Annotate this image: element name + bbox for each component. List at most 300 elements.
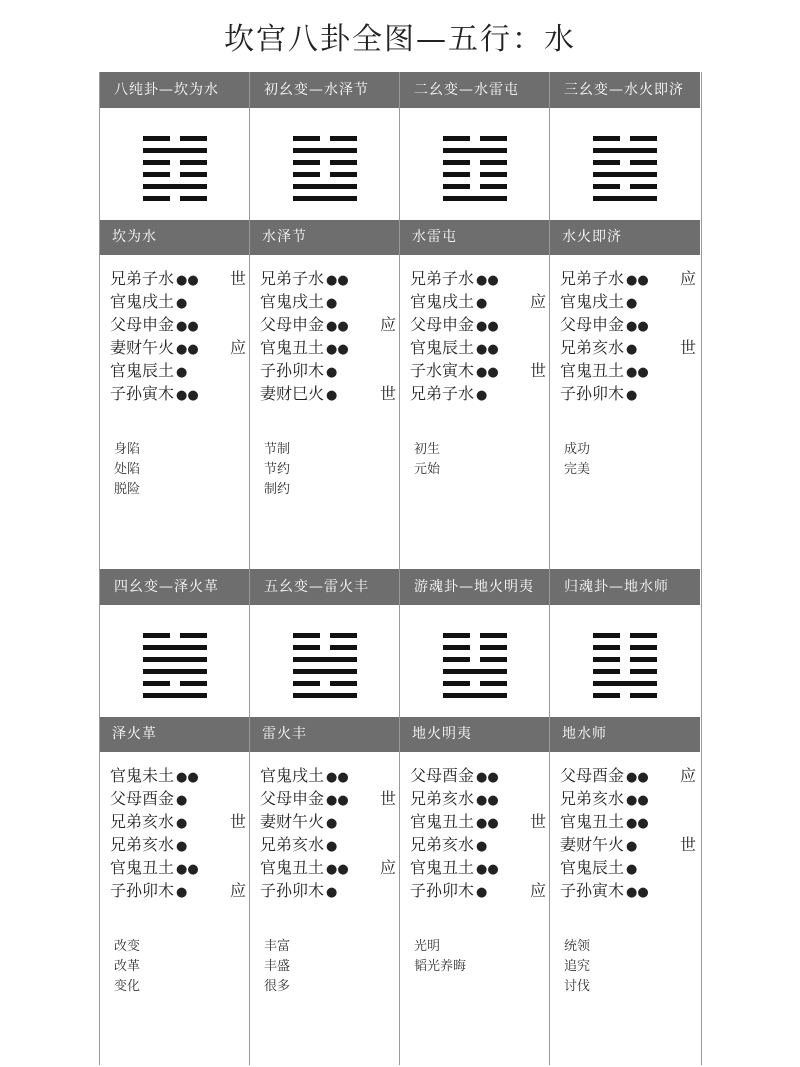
yang-line-bar [143, 148, 207, 153]
hexagram-line [593, 657, 657, 662]
hexagram-line [293, 184, 357, 189]
note-item: 改变 [114, 939, 141, 954]
hexagram-line [443, 633, 507, 638]
hexagram-notes [414, 440, 440, 480]
yao-dots: ●● [326, 770, 349, 785]
yao-marker: 应 [229, 881, 246, 900]
note-item: 节约 [264, 462, 291, 477]
hexagram-line [443, 184, 507, 189]
yao-text: 官鬼戌土 [410, 292, 475, 311]
yao-dots: ● [176, 793, 188, 808]
hexagram-line [593, 633, 657, 638]
yin-line-bar [630, 160, 657, 165]
yao-line [410, 313, 548, 336]
yao-dots: ●● [176, 770, 199, 785]
hexagram-name: 坎为水 [100, 220, 249, 255]
yao-text: 父母酉金 [110, 789, 175, 808]
yao-text: 子孙卯木 [260, 881, 325, 900]
yao-line [260, 359, 398, 382]
yin-line-bar [443, 172, 470, 177]
hexagram-header: 二幺变—水雷屯 [400, 72, 549, 108]
yao-line [410, 336, 548, 359]
yin-line-bar [293, 645, 320, 650]
yin-line-bar [143, 196, 170, 201]
hexagram-symbol [250, 605, 399, 717]
yao-list [560, 267, 698, 405]
note-item: 脱险 [114, 482, 141, 497]
hexagram-card [400, 72, 550, 569]
yao-dots: ●● [326, 342, 349, 357]
yin-line-bar [630, 633, 657, 638]
hexagram-line [443, 148, 507, 153]
hexagram-line [293, 196, 357, 201]
yin-line-bar [143, 633, 170, 638]
yao-dots: ● [176, 885, 188, 900]
yao-line [410, 833, 548, 856]
yao-text: 官鬼丑土 [260, 858, 325, 877]
hexagram-name: 雷火丰 [250, 717, 399, 752]
note-item: 丰盛 [264, 959, 291, 974]
hexagram-notes [564, 440, 590, 480]
yao-line [410, 810, 548, 833]
hexagram-card [550, 72, 700, 569]
yin-line-bar [480, 657, 507, 662]
yin-line-bar [143, 136, 170, 141]
yao-line [260, 382, 398, 405]
yao-text: 兄弟亥水 [560, 338, 625, 357]
yin-line-bar [293, 136, 320, 141]
yao-text: 兄弟子水 [410, 269, 475, 288]
yao-line [560, 336, 698, 359]
yin-line-bar [480, 160, 507, 165]
yin-line-bar [630, 136, 657, 141]
hexagram-line [143, 693, 207, 698]
yao-dots: ● [476, 885, 488, 900]
yin-line-bar [143, 160, 170, 165]
hexagram-line [143, 136, 207, 141]
yao-text: 妻财巳火 [260, 384, 325, 403]
hexagram-card [100, 569, 250, 1065]
yao-text: 兄弟亥水 [410, 789, 475, 808]
hexagram-card [400, 569, 550, 1065]
yao-marker: 应 [379, 315, 396, 334]
yao-text: 父母申金 [410, 315, 475, 334]
hexagram-symbol [550, 108, 700, 220]
note-item: 身陷 [114, 442, 141, 457]
hexagram-notes [564, 937, 590, 997]
yao-marker: 世 [529, 361, 546, 380]
yin-line-bar [330, 645, 357, 650]
hexagram-line [143, 657, 207, 662]
yao-dots: ● [326, 388, 338, 403]
yin-line-bar [480, 172, 507, 177]
yao-text: 子孙寅木 [110, 384, 175, 403]
yao-text: 父母申金 [260, 789, 325, 808]
hexagram-header: 五幺变—雷火丰 [250, 569, 399, 605]
yao-line [110, 787, 248, 810]
hexagram-header: 归魂卦—地水师 [550, 569, 700, 605]
note-item: 变化 [114, 979, 141, 994]
note-item: 处陷 [114, 462, 141, 477]
yao-marker: 应 [379, 858, 396, 877]
hexagram-name: 泽火革 [100, 717, 249, 752]
hexagram-line [443, 160, 507, 165]
yao-dots: ●● [626, 319, 649, 334]
note-item: 统领 [564, 939, 591, 954]
hexagram-line [593, 136, 657, 141]
yao-line [260, 290, 398, 313]
note-item: 改革 [114, 959, 141, 974]
yao-text: 兄弟亥水 [110, 835, 175, 854]
yao-line [560, 313, 698, 336]
yao-line [260, 764, 398, 787]
yao-text: 兄弟子水 [560, 269, 625, 288]
yao-line [110, 764, 248, 787]
yao-text: 妻财午火 [560, 835, 625, 854]
yao-text: 官鬼辰土 [560, 858, 625, 877]
hexagram-line [443, 669, 507, 674]
yang-line-bar [143, 669, 207, 674]
yao-dots: ● [326, 296, 338, 311]
yao-dots: ●● [476, 319, 499, 334]
yang-line-bar [293, 669, 357, 674]
yao-line [260, 810, 398, 833]
yao-dots: ●● [176, 319, 199, 334]
yao-line [110, 833, 248, 856]
yao-marker: 应 [529, 292, 546, 311]
hexagram-line [143, 184, 207, 189]
yao-line [560, 764, 698, 787]
yao-dots: ●● [476, 816, 499, 831]
yao-text: 子孙寅木 [560, 881, 625, 900]
yao-dots: ●● [476, 862, 499, 877]
yao-text: 官鬼丑土 [410, 858, 475, 877]
yao-line [260, 856, 398, 879]
note-item: 讨伐 [564, 979, 591, 994]
yang-line-bar [593, 681, 657, 686]
page-title: 坎宫八卦全图—五行：水 [224, 22, 576, 57]
yang-line-bar [293, 657, 357, 662]
hexagram-card [250, 569, 400, 1065]
yao-list [260, 267, 398, 405]
yao-dots: ●● [326, 793, 349, 808]
yao-line [260, 313, 398, 336]
yao-dots: ● [326, 365, 338, 380]
yang-line-bar [593, 196, 657, 201]
yao-text: 兄弟子水 [110, 269, 175, 288]
yao-dots: ● [326, 816, 338, 831]
yin-line-bar [593, 633, 620, 638]
yin-line-bar [593, 669, 620, 674]
yin-line-bar [180, 633, 207, 638]
yao-text: 子孙卯木 [110, 881, 175, 900]
note-item: 追究 [564, 959, 591, 974]
hexagram-notes [114, 937, 140, 997]
hexagram-line [443, 681, 507, 686]
yao-dots: ● [176, 296, 188, 311]
yao-list [110, 267, 248, 405]
yin-line-bar [443, 160, 470, 165]
yang-line-bar [593, 172, 657, 177]
hexagram-line [293, 172, 357, 177]
yao-line [410, 787, 548, 810]
hexagram-line [593, 669, 657, 674]
yao-line [110, 267, 248, 290]
note-item: 韬光养晦 [414, 959, 467, 974]
yang-line-bar [293, 196, 357, 201]
yao-text: 妻财午火 [110, 338, 175, 357]
hexagram-line [293, 148, 357, 153]
yao-dots: ●● [326, 319, 349, 334]
hexagram-symbol [400, 108, 549, 220]
yao-dots: ● [626, 296, 638, 311]
hexagram-header: 游魂卦—地火明夷 [400, 569, 549, 605]
yin-line-bar [180, 681, 207, 686]
yao-dots: ●● [476, 770, 499, 785]
yao-line [560, 833, 698, 856]
yao-text: 官鬼戌土 [560, 292, 625, 311]
hexagram-notes [264, 440, 290, 500]
yao-dots: ●● [176, 862, 199, 877]
yao-list [560, 764, 698, 902]
note-item: 完美 [564, 462, 591, 477]
hexagram-line [143, 172, 207, 177]
yao-line [260, 787, 398, 810]
hexagram-notes [114, 440, 140, 500]
yang-line-bar [143, 645, 207, 650]
hexagram-line [293, 693, 357, 698]
hexagram-name: 水泽节 [250, 220, 399, 255]
hexagram-row-bottom [100, 569, 701, 1065]
hexagram-line [293, 645, 357, 650]
yin-line-bar [593, 645, 620, 650]
hexagram-header: 初幺变—水泽节 [250, 72, 399, 108]
hexagram-name: 地水师 [550, 717, 700, 752]
yin-line-bar [330, 681, 357, 686]
hexagram-header: 四幺变—泽火革 [100, 569, 249, 605]
yin-line-bar [443, 136, 470, 141]
yao-text: 父母酉金 [560, 766, 625, 785]
yao-line [260, 833, 398, 856]
yao-line [410, 879, 548, 902]
hexagram-line [293, 160, 357, 165]
yang-line-bar [293, 148, 357, 153]
hexagram-line [593, 693, 657, 698]
hexagram-header: 八纯卦—坎为水 [100, 72, 249, 108]
yin-line-bar [480, 645, 507, 650]
yao-dots: ●● [176, 388, 199, 403]
yao-line [110, 313, 248, 336]
yao-dots: ● [626, 839, 638, 854]
note-item: 很多 [264, 979, 291, 994]
hexagram-line [293, 657, 357, 662]
note-item: 初生 [414, 442, 441, 457]
yao-text: 子孙卯木 [410, 881, 475, 900]
yao-line [260, 336, 398, 359]
hexagram-line [443, 693, 507, 698]
yin-line-bar [293, 172, 320, 177]
hexagram-line [593, 196, 657, 201]
hexagram-header: 三幺变—水火即济 [550, 72, 700, 108]
yao-dots: ● [326, 885, 338, 900]
yin-line-bar [443, 645, 470, 650]
yao-marker: 应 [229, 338, 246, 357]
yao-list [260, 764, 398, 902]
yao-line [560, 382, 698, 405]
yao-dots: ● [176, 816, 188, 831]
yao-line [410, 359, 548, 382]
yin-line-bar [443, 633, 470, 638]
hexagram-line [593, 184, 657, 189]
yao-dots: ●● [626, 365, 649, 380]
hexagram-line [293, 633, 357, 638]
yao-dots: ●● [626, 770, 649, 785]
yao-line [410, 764, 548, 787]
yao-dots: ● [176, 365, 188, 380]
yang-line-bar [443, 693, 507, 698]
yang-line-bar [143, 657, 207, 662]
yin-line-bar [180, 160, 207, 165]
yao-line [110, 336, 248, 359]
yao-text: 兄弟亥水 [410, 835, 475, 854]
hexagram-name: 水火即济 [550, 220, 700, 255]
yao-marker: 应 [529, 881, 546, 900]
note-item: 元始 [414, 462, 441, 477]
yin-line-bar [630, 184, 657, 189]
yao-line [410, 290, 548, 313]
yao-text: 官鬼辰土 [110, 361, 175, 380]
yao-dots: ● [476, 839, 488, 854]
yao-text: 兄弟亥水 [110, 812, 175, 831]
yao-text: 官鬼丑土 [560, 812, 625, 831]
yao-line [110, 856, 248, 879]
hexagram-line [593, 681, 657, 686]
yao-dots: ● [476, 388, 488, 403]
yao-text: 官鬼未土 [110, 766, 175, 785]
yao-marker: 世 [679, 835, 696, 854]
yao-dots: ●● [176, 273, 199, 288]
yao-dots: ●● [626, 273, 649, 288]
yao-marker: 世 [379, 789, 396, 808]
yao-line [560, 810, 698, 833]
yao-text: 官鬼丑土 [560, 361, 625, 380]
yao-text: 兄弟子水 [410, 384, 475, 403]
yin-line-bar [143, 681, 170, 686]
yao-text: 官鬼戌土 [260, 292, 325, 311]
yao-line [110, 359, 248, 382]
yao-marker: 世 [529, 812, 546, 831]
hexagram-line [143, 633, 207, 638]
yao-text: 父母申金 [560, 315, 625, 334]
note-item: 制约 [264, 482, 291, 497]
yang-line-bar [143, 693, 207, 698]
note-item: 光明 [414, 939, 441, 954]
yao-text: 妻财午火 [260, 812, 325, 831]
yao-text: 官鬼丑土 [260, 338, 325, 357]
yao-line [110, 879, 248, 902]
yin-line-bar [593, 136, 620, 141]
yin-line-bar [330, 160, 357, 165]
yao-text: 子水寅木 [410, 361, 475, 380]
yang-line-bar [593, 148, 657, 153]
hexagram-line [593, 148, 657, 153]
yao-line [410, 267, 548, 290]
yao-text: 子孙卯木 [560, 384, 625, 403]
hexagram-notes [264, 937, 290, 997]
hexagram-grid [99, 72, 702, 1065]
hexagram-symbol [100, 108, 249, 220]
yin-line-bar [593, 160, 620, 165]
yao-dots: ●● [326, 862, 349, 877]
hexagram-line [443, 172, 507, 177]
hexagram-line [143, 669, 207, 674]
yao-line [560, 267, 698, 290]
yao-list [410, 267, 548, 405]
yin-line-bar [330, 633, 357, 638]
yao-dots: ● [626, 862, 638, 877]
yin-line-bar [480, 633, 507, 638]
hexagram-line [593, 160, 657, 165]
yin-line-bar [630, 669, 657, 674]
yin-line-bar [443, 657, 470, 662]
hexagram-line [443, 196, 507, 201]
yao-text: 子孙卯木 [260, 361, 325, 380]
note-item: 节制 [264, 442, 291, 457]
hexagram-line [143, 160, 207, 165]
hexagram-line [143, 681, 207, 686]
note-item: 丰富 [264, 939, 291, 954]
yao-text: 官鬼辰土 [410, 338, 475, 357]
yao-line [260, 879, 398, 902]
yao-line [560, 290, 698, 313]
hexagram-name: 水雷屯 [400, 220, 549, 255]
yao-dots: ●● [326, 273, 349, 288]
yao-list [110, 764, 248, 902]
yao-dots: ●● [176, 342, 199, 357]
yao-line [560, 359, 698, 382]
yao-marker: 世 [679, 338, 696, 357]
yin-line-bar [480, 184, 507, 189]
hexagram-name: 地火明夷 [400, 717, 549, 752]
yao-text: 父母申金 [110, 315, 175, 334]
yin-line-bar [293, 633, 320, 638]
yao-dots: ●● [626, 793, 649, 808]
hexagram-line [593, 645, 657, 650]
hexagram-symbol [250, 108, 399, 220]
yao-text: 官鬼丑土 [110, 858, 175, 877]
yao-dots: ●● [626, 885, 649, 900]
yin-line-bar [180, 172, 207, 177]
yao-text: 兄弟亥水 [260, 835, 325, 854]
yao-line [110, 382, 248, 405]
hexagram-card [550, 569, 700, 1065]
hexagram-card [100, 72, 250, 569]
hexagram-line [443, 136, 507, 141]
yin-line-bar [143, 172, 170, 177]
yao-line [560, 856, 698, 879]
yang-line-bar [443, 148, 507, 153]
hexagram-line [443, 657, 507, 662]
yang-line-bar [293, 184, 357, 189]
yao-dots: ● [626, 388, 638, 403]
yang-line-bar [443, 669, 507, 674]
yin-line-bar [630, 693, 657, 698]
yao-dots: ● [476, 296, 488, 311]
hexagram-line [443, 645, 507, 650]
yao-text: 父母酉金 [410, 766, 475, 785]
yao-dots: ●● [476, 365, 499, 380]
yao-marker: 应 [679, 766, 696, 785]
